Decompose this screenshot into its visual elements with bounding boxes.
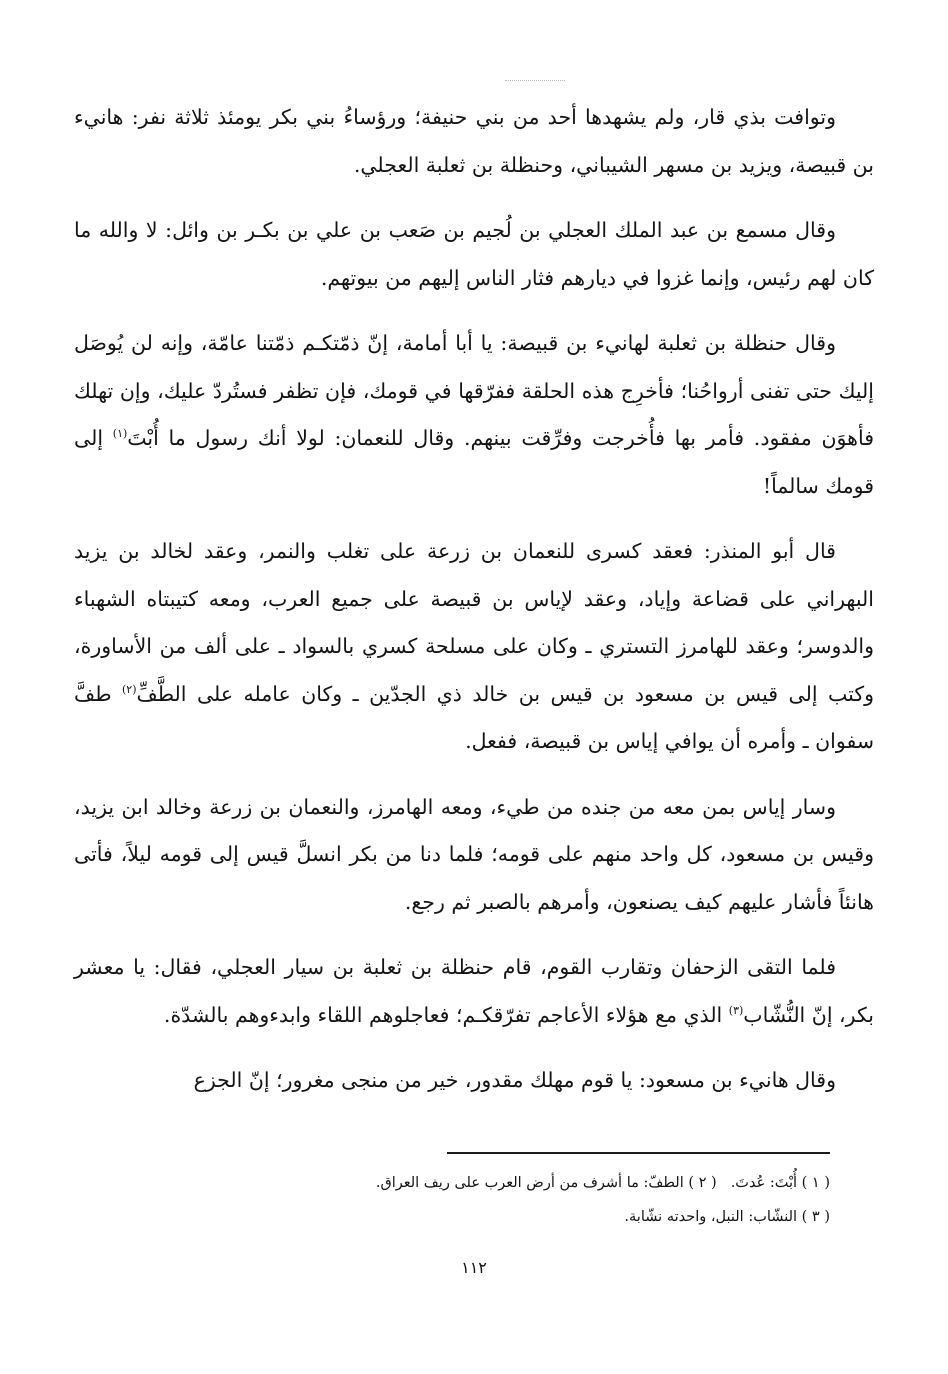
paragraph-7: وقال هانيء بن مسعود: يا قوم مهلك مقدور، خير من منجى مغرور؛ إنّ الجزع: [193, 1068, 836, 1092]
footnote-number-2: ( ٢ ): [688, 1175, 717, 1191]
paragraph-4-text-b: طفَّ سفوان ـ وأمره أن يوافي إياس بن قبيصة، ففعل.: [74, 681, 874, 753]
footnote-divider: [447, 1152, 830, 1154]
body-text: [74, 94, 874, 1123]
footnote-ref-3[interactable]: (٣): [728, 1003, 744, 1017]
footnote-text-3: النشّاب: النبل، واحدته نشّابة.: [624, 1209, 798, 1225]
footnote-number-3: ( ٣ ): [801, 1209, 830, 1225]
paragraph-2: وقال مسمع بن عبد الملك العجلي بن لُجيم بن صَعب بن علي بن بكـر بن وائل: لا والله ما كان لهم رئيس، وإنما غزوا في ديارهم فثار الناس إليهم من بيوتهم.: [74, 218, 874, 290]
footnote-text-1: أُبْتَ: عُدتَ.: [730, 1175, 798, 1191]
paragraph-3: [74, 320, 874, 510]
paragraph-3-text-a: وقال حنظلة بن ثعلبة لهانيء بن قبيصة: يا أبا أمامة، إنّ ذمّتكـم ذمّتنا عامّة، وإنه لن يُوصَل إليك حتى تفنى أرواحُنا؛ فأخرِج هذه الحلقة ففرّقها في قومك، فإن تظفر فستُردّ عليك، وإن تهلك فأهوَن مفقود. فأمر بها فأُخرجت وفرِّقت بينهم. وقال للنعمان: لولا أنك رسول ما أُبْتَ: [74, 331, 874, 450]
footnote-line-2: [180, 1200, 830, 1234]
paragraph-1: وتوافت بذي قار، ولم يشهدها أحد من بني حنيفة؛ ورؤساءُ بني بكر يومئذ ثلاثة نفر: هانيء بن قبيصة، ويزيد بن مسهر الشيباني، وحنظلة بن ثعلبة العجلي.: [74, 105, 874, 177]
top-decorative-rule: [505, 80, 565, 81]
paragraph-6-text-a: فلما التقى الزحفان وتقارب القوم، قام حنظلة بن ثعلبة بن سيار العجلي، فقال: يا معشر بكر، إنّ النُّشّاب: [74, 955, 874, 1027]
paragraph-3-text-b: إلى قومك سالماً!: [74, 426, 874, 498]
paragraph-6: [74, 944, 874, 1039]
footnote-text-2: الطفّ: ما أشرف من أرض العرب على ريف العراق.: [375, 1175, 684, 1191]
footnote-ref-2[interactable]: (٢): [122, 682, 137, 696]
paragraph-4-text-a: قال أبو المنذر: فعقد كسرى للنعمان بن زرعة على تغلب والنمر، وعقد لخالد بن يزيد البهراني على قضاعة وإياد، وعقد لإياس بن قبيصة على جميع العرب، ومعه كتيبتاه الشهباء والدوسر؛ وعقد للهامرز التستري ـ وكان على مسلحة كسري بالسواد ـ على ألف من الأساورة، وكتب إلى قيس بن مسعود بن قيس بن خالد ذي الجدّين ـ وكان عامله على الطَّفِّ: [74, 539, 874, 706]
footnotes: [180, 1166, 830, 1234]
page-number: ١١٢: [461, 1258, 487, 1277]
paragraph-5: وسار إياس بمن معه من جنده من طيء، ومعه الهامرز، والنعمان بن زرعة وخالد ابن يزيد، وقيس بن مسعود، كل واحد منهم على قومه؛ فلما دنا من بكر انسلَّ قيس إلى قومه ليلاً، فأتى هانئاً فأشار عليهم كيف يصنعون، وأمرهم بالصبر ثم رجع.: [74, 794, 874, 914]
paragraph-6-text-b: الذي مع هؤلاء الأعاجم تفرّقكـم؛ فعاجلوهم اللقاء وابدءوهم بالشدّة.: [163, 1002, 729, 1027]
footnote-line-1: [180, 1166, 830, 1200]
paragraph-4: [74, 528, 874, 766]
footnote-number-1: ( ١ ): [801, 1175, 830, 1191]
footnote-ref-1[interactable]: (١): [112, 427, 128, 441]
